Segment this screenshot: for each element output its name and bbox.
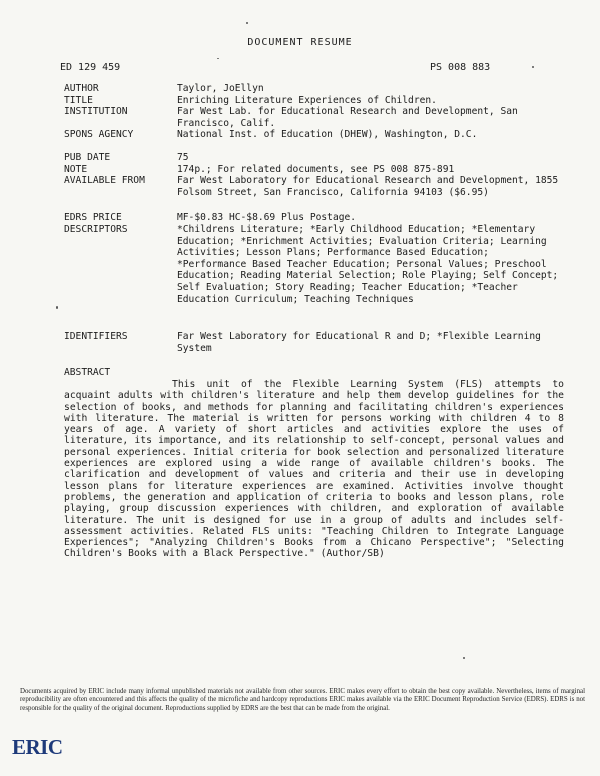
field-value: Far West Laboratory for Educational Research and Development, 1855 Folsom Street, San Francisco, California 94103 ($6.95): [177, 175, 559, 198]
ps-number: PS 008 883: [430, 62, 491, 73]
scan-speck: [56, 306, 58, 309]
field-label: SPONS AGENCY: [64, 129, 134, 140]
abstract-label: ABSTRACT: [64, 367, 111, 378]
scan-speck: [246, 22, 248, 24]
abstract-text: This unit of the Flexible Learning System (FLS) attempts to acquaint adults with children's literature and help them develop guidelines for the selection of books, and methods for planning and facilitating children's experiences with literature. The material is written for persons working with children 4 to 8 years of age. A variety of short articles and activities explore the uses of literature, its importance, and its relationship to self-concept, personal values and personal experiences. Initial criteria for book selection and personalized literature experiences are explored using a wide range of available children's books. The clarification and development of values and criteria and their use in developing lesson plans for literature experiences are examined. Activities involve thought problems, the generation and application of criteria to books and lesson plans, role playing, group discussion experiences with children, and exploration of available literature. The unit is designed for use in a group of adults and includes self-assessment activities. Related FLS units: "Teaching Children to Integrate Language Experiences"; "Analyzing Children's Books from a Chicano Perspective"; "Selecting Children's Books with a Black Perspective." (Author/SB): [64, 379, 564, 560]
eric-logo: ERIC: [12, 735, 63, 759]
field-value: MF-$0.83 HC-$8.69 Plus Postage.: [177, 212, 357, 223]
eric-notice: Documents acquired by ERIC include many informal unpublished materials not available from other sources. ERIC makes every effort to obtain the best copy available. Nevertheless, items of marginal reproducibility are often encountered and this affects the quality of the microfiche and hardcopy reproductions ERIC makes available via the ERIC Document Reproduction Service (EDRS). EDRS is not responsible for the quality of the original document. Reproductions supplied by EDRS are the best that can be made from the original.: [20, 688, 585, 712]
field-value: Far West Laboratory for Educational R and D; *Flexible Learning System: [177, 331, 541, 354]
field-value: Taylor, JoEllyn: [177, 83, 264, 94]
field-value: 75: [177, 152, 189, 163]
field-label: AUTHOR: [64, 83, 99, 94]
field-label: DESCRIPTORS: [64, 224, 128, 235]
field-value: *Childrens Literature; *Early Childhood Education; *Elementary Education; *Enrichment Activities; Evaluation Criteria; Learning Activities; Lesson Plans; Performance Based Education; *Performance Based Teacher Education; Personal Values; Preschool Education; Reading Material Selection; Role Playing; Self Concept; Self Evaluation; Story Reading; Teacher Education; *Teacher Education Curriculum; Teaching Techniques: [177, 224, 559, 305]
scan-speck: [463, 657, 465, 659]
field-value: National Inst. of Education (DHEW), Washington, D.C.: [177, 129, 478, 140]
field-label: IDENTIFIERS: [64, 331, 128, 342]
field-label: INSTITUTION: [64, 106, 128, 117]
field-label: TITLE: [64, 95, 93, 106]
field-label: AVAILABLE FROM: [64, 175, 145, 186]
scan-speck: [217, 58, 219, 59]
field-label: EDRS PRICE: [64, 212, 122, 223]
field-label: PUB DATE: [64, 152, 111, 163]
ed-number: ED 129 459: [60, 62, 121, 73]
document-title: DOCUMENT RESUME: [247, 37, 353, 48]
field-value: Enriching Literature Experiences of Children.: [177, 95, 437, 106]
scan-speck: [532, 66, 534, 68]
field-value: 174p.; For related documents, see PS 008 875-891: [177, 164, 455, 175]
field-label: NOTE: [64, 164, 88, 175]
field-value: Far West Lab. for Educational Research and Development, San Francisco, Calif.: [177, 106, 518, 129]
